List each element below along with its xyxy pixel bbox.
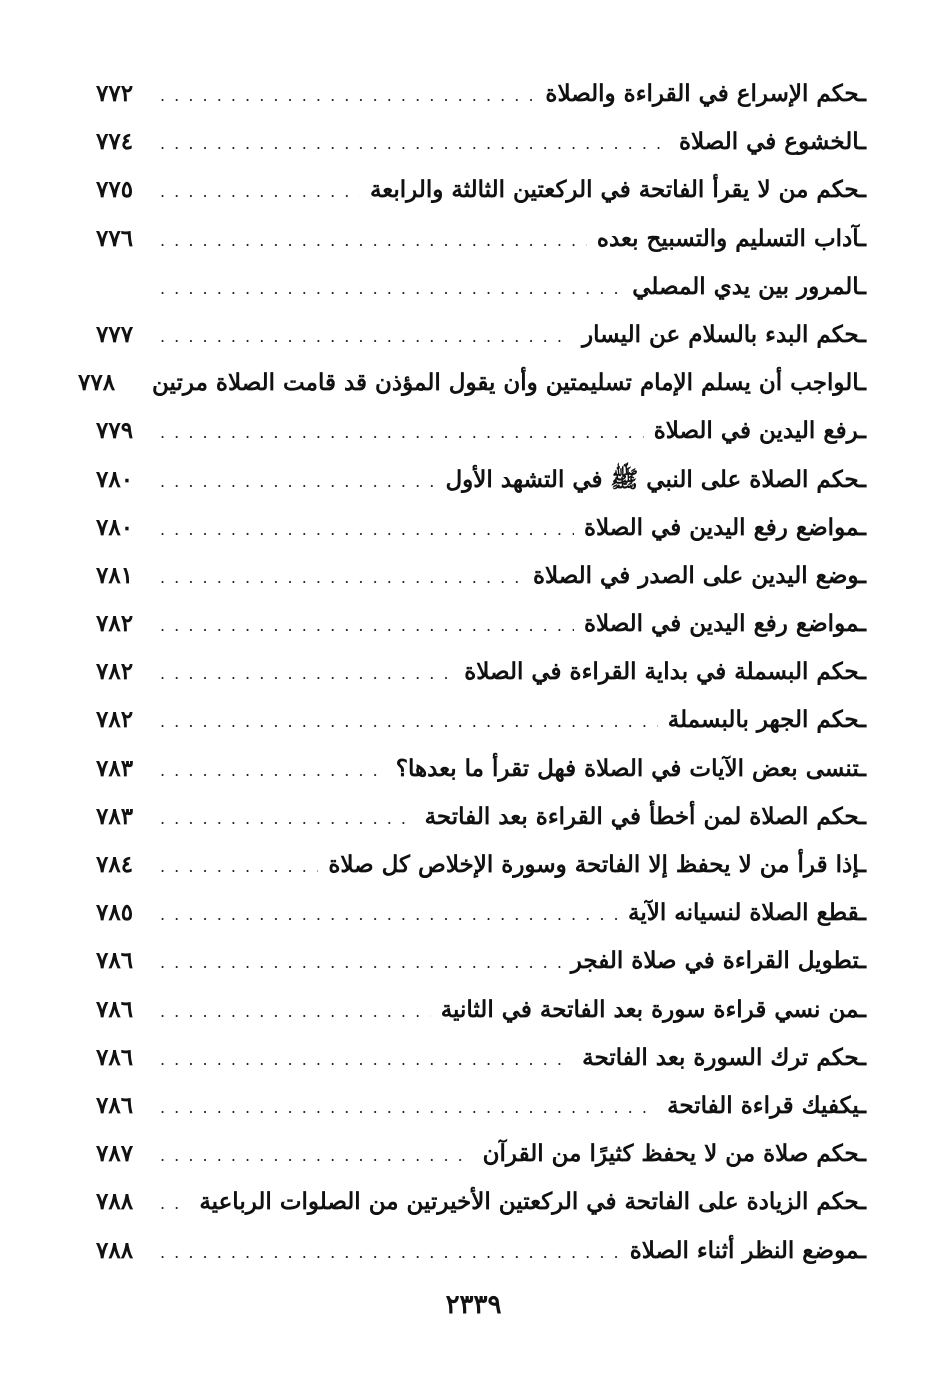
toc-entry (96, 937, 866, 985)
toc-entry-page: ٧٨٨ (96, 1188, 134, 1216)
toc-entry-page: ٧٨٢ (96, 706, 134, 734)
toc-entry-page: ٧٨٧ (96, 1140, 134, 1168)
toc-entry (96, 456, 866, 504)
toc-entry-page: ٧٨٨ (96, 1236, 134, 1264)
page-number: ٢٣٣٩ (445, 1290, 502, 1320)
dot-leader (160, 891, 618, 939)
toc-entry-title: ـالخشوع في الصلاة (678, 128, 866, 156)
toc-entry-page: ٧٧٥ (96, 176, 134, 204)
toc-entry (78, 359, 866, 407)
dot-leader (160, 602, 574, 650)
toc-entry (96, 600, 866, 648)
toc-entry-title: ـحكم الزيادة على الفاتحة في الركعتين الأخيرتين من الصلوات الرباعية (199, 1188, 866, 1216)
toc-entry-title: ـحكم البسملة في بداية القراءة في الصلاة (464, 658, 866, 686)
toc-entry-page: ٧٧٤ (96, 128, 134, 156)
dot-leader (160, 168, 360, 216)
dot-leader (160, 506, 574, 554)
toc-entry (96, 215, 866, 263)
toc-entry-title: ـحكم الصلاة على النبي ﷺ في التشهد الأول (445, 465, 866, 493)
toc-entry (96, 504, 866, 552)
toc-entry-title: ـحكم من لا يقرأ الفاتحة في الركعتين الثالثة والرابعة (369, 176, 866, 204)
toc-entry-title: ـموضع النظر أثناء الصلاة (629, 1236, 866, 1264)
toc-entry-page: ٧٨٢ (96, 658, 134, 686)
toc-entry-page: ٧٧٧ (96, 320, 134, 348)
dot-leader (160, 217, 587, 265)
toc-entry (96, 1178, 866, 1226)
toc-entry (96, 986, 866, 1034)
toc-entry-title: ـحكم الجهر بالبسملة (667, 706, 866, 734)
toc-entry (96, 1227, 866, 1275)
toc-entry-title: ـرفع اليدين في الصلاة (653, 417, 866, 445)
toc-entry-page: ٧٧٢ (96, 80, 134, 107)
toc-entry-page: ٧٨٢ (96, 610, 134, 638)
toc-entry-title: ـيكفيك قراءة الفاتحة (667, 1091, 866, 1119)
toc-entry (96, 793, 866, 841)
toc-entry-title: ـإذا قرأ من لا يحفظ إلا الفاتحة وسورة الإخلاص كل صلاة (328, 851, 866, 878)
toc-entry-page: ٧٨٥ (96, 899, 134, 927)
dot-leader (160, 120, 669, 168)
toc-entry-page: ٧٨٣ (96, 802, 134, 830)
toc-entry (96, 552, 866, 600)
toc-entry-title: ـتنسى بعض الآيات في الصلاة فهل تقرأ ما بعدها؟ (395, 754, 866, 782)
dot-leader (160, 1036, 572, 1084)
toc-entry-page: ٧٨٦ (96, 1091, 134, 1119)
dot-leader (160, 72, 535, 120)
toc-entry-title: ـتطويل القراءة في صلاة الفجر (570, 947, 866, 975)
dot-leader (160, 843, 318, 891)
toc-entry-title: ـحكم الإسراع في القراءة والصلاة (545, 80, 866, 107)
toc-entry-title: ـوضع اليدين على الصدر في الصلاة (532, 561, 866, 589)
dot-leader (160, 988, 431, 1036)
toc-entry (96, 696, 866, 744)
dot-leader (160, 409, 644, 457)
toc-entry (96, 889, 866, 937)
toc-entry-page: ٧٨٣ (96, 754, 134, 782)
toc-entry-page: ٧٧٨ (78, 369, 116, 397)
toc-entry (96, 118, 866, 166)
toc-entry-title: ـآداب التسليم والتسبيح بعده (596, 224, 866, 252)
dot-leader (160, 313, 572, 361)
toc-entry (96, 1130, 866, 1178)
toc-entry-page: ٧٨٠ (96, 513, 134, 541)
dot-leader (160, 795, 415, 843)
toc-entry (96, 1034, 866, 1082)
toc-entry (96, 70, 866, 118)
toc-entry-page: ٧٧٩ (96, 417, 134, 445)
toc-entry-page: ٧٨٦ (96, 947, 134, 975)
toc-entry-page: ٧٨١ (96, 561, 134, 589)
toc-entry (96, 1082, 866, 1130)
toc-entry-title: ـالواجب أن يسلم الإمام تسليمتين وأن يقول المؤذن قد قامت الصلاة مرتين (152, 369, 866, 397)
toc-entry-title: ـحكم البدء بالسلام عن اليسار (582, 320, 866, 348)
toc-entry-page: ٧٨٦ (96, 1043, 134, 1071)
toc-entry-title: ـحكم صلاة من لا يحفظ كثيرًا من القرآن (482, 1140, 866, 1168)
toc-entry-title: ـمواضع رفع اليدين في الصلاة (583, 610, 866, 638)
toc-entry (96, 166, 866, 214)
toc-entry-page: ٧٧٦ (96, 224, 134, 252)
dot-leader (160, 939, 561, 987)
dot-leader (160, 650, 454, 698)
toc-entry-title: ـمن نسي قراءة سورة بعد الفاتحة في الثانية (440, 995, 866, 1023)
table-of-contents (78, 70, 866, 1275)
dot-leader (160, 1229, 620, 1277)
dot-leader (160, 747, 386, 795)
toc-entry-page: ٧٨٤ (96, 851, 134, 878)
toc-entry-title: ـالمرور بين يدي المصلي (632, 272, 866, 300)
toc-entry-title: ـمواضع رفع اليدين في الصلاة (583, 513, 866, 541)
dot-leader (160, 698, 658, 746)
dot-leader (160, 1132, 473, 1180)
toc-entry-title: ـقطع الصلاة لنسيانه الآية (627, 899, 866, 927)
toc-entry (96, 407, 866, 455)
toc-entry (96, 745, 866, 793)
toc-entry (96, 263, 866, 311)
dot-leader (160, 458, 435, 506)
dot-leader (160, 1180, 189, 1228)
dot-leader (160, 554, 523, 602)
toc-entry-page: ٧٨٠ (96, 465, 134, 493)
toc-entry (96, 311, 866, 359)
toc-entry (96, 841, 866, 889)
toc-entry-title: ـحكم الصلاة لمن أخطأ في القراءة بعد الفاتحة (424, 802, 866, 830)
dot-leader (160, 265, 622, 313)
toc-entry-page: ٧٨٦ (96, 995, 134, 1023)
toc-entry (96, 648, 866, 696)
toc-entry-title: ـحكم ترك السورة بعد الفاتحة (582, 1043, 866, 1071)
dot-leader (160, 1084, 657, 1132)
